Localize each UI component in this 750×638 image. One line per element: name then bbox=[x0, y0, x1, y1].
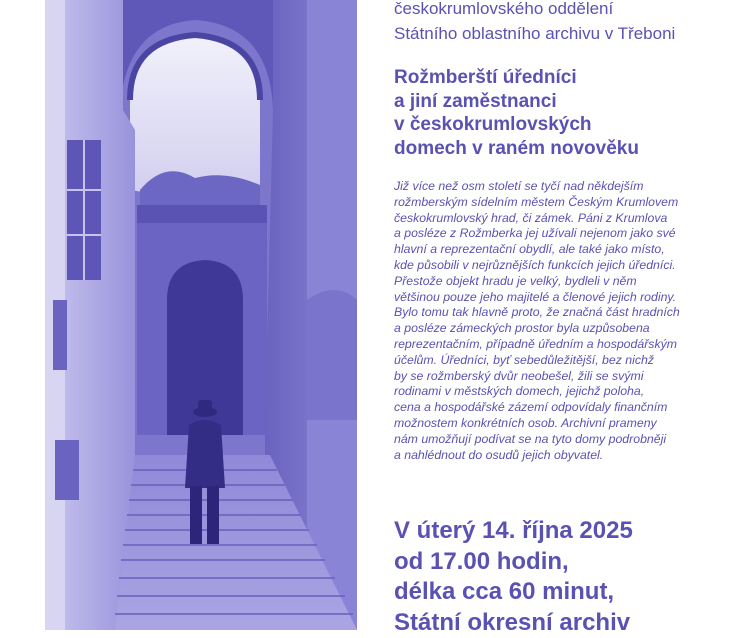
body-line: hlavní a reprezentační obydlí, ale také jako místo, bbox=[394, 242, 724, 258]
event-details bbox=[394, 516, 734, 638]
body-line: reprezentačním, případně úředním a hospodářským bbox=[394, 337, 724, 353]
organizer-line: Státního oblastního archivu v Třeboni bbox=[394, 21, 734, 46]
body-line: většinou pouze jeho majitelé a členové jejich rodiny. bbox=[394, 290, 724, 306]
body-line: účelům. Úředníci, byť sebedůležitější, bez nichž bbox=[394, 353, 724, 369]
body-line: možnostem konkrétních osob. Archivní prameny bbox=[394, 416, 724, 432]
body-line: Bylo tomu tak hlavně proto, že značná část hradních bbox=[394, 305, 724, 321]
body-line: českokrumlovský hrad, či zámek. Páni z Krumlova bbox=[394, 211, 724, 227]
event-duration: délka cca 60 minut, bbox=[394, 577, 734, 608]
body-line: kde působili v nejrůznějších funkcích jejich úředníci. bbox=[394, 258, 724, 274]
body-line: a posléze zámeckých prostor byla uzpůsobena bbox=[394, 321, 724, 337]
body-line: nám umožňují podívat se na tyto domy podrobněji bbox=[394, 432, 724, 448]
organizer-block bbox=[394, 0, 734, 46]
body-line: a nahlédnout do osudů jejich obyvatel. bbox=[394, 448, 724, 464]
event-venue: Státní okresní archiv bbox=[394, 608, 734, 638]
title-line: Rožmberští úředníci bbox=[394, 66, 724, 90]
body-line: Již více než osm století se tyčí nad někdejším bbox=[394, 179, 724, 195]
photo-illustration bbox=[45, 0, 357, 630]
lecture-title bbox=[394, 66, 724, 160]
event-date: V úterý 14. října 2025 bbox=[394, 516, 734, 547]
castle-staircase-photo bbox=[45, 0, 357, 630]
body-line: cena a hospodářské zázemí odpovídaly finančním bbox=[394, 400, 724, 416]
body-line: a posléze z Rožmberka jej užívali nejenom jako své bbox=[394, 226, 724, 242]
lecture-description bbox=[394, 179, 724, 463]
body-line: Přestože objekt hradu je velký, bydleli v něm bbox=[394, 274, 724, 290]
title-line: a jiní zaměstnanci bbox=[394, 90, 724, 114]
title-line: v českokrumlovských bbox=[394, 113, 724, 137]
body-line: rožmberským sídelním městem Českým Krumlovem bbox=[394, 195, 724, 211]
body-line: by se rožmberský dvůr neobešel, žili se svými bbox=[394, 369, 724, 385]
title-line: domech v raném novověku bbox=[394, 137, 724, 161]
body-line: rodinami v městských domech, jejichž poloha, bbox=[394, 384, 724, 400]
event-time: od 17.00 hodin, bbox=[394, 547, 734, 578]
organizer-line: českokrumlovského oddělení bbox=[394, 0, 734, 21]
